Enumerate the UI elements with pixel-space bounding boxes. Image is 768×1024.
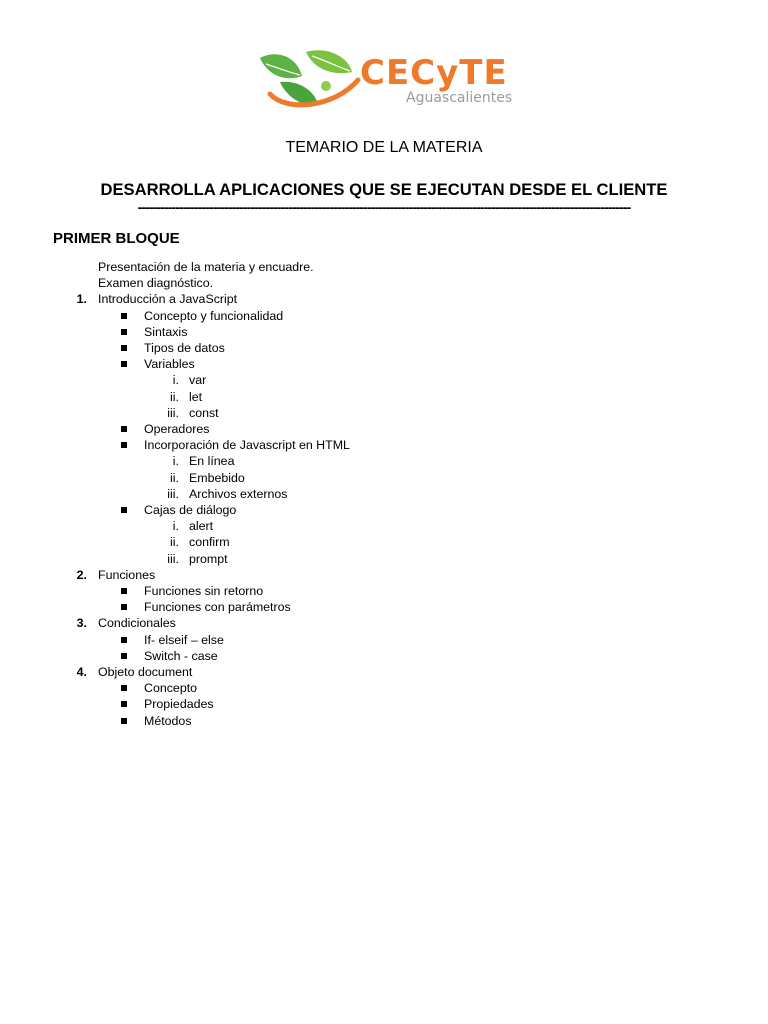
square-bullet-icon xyxy=(121,313,127,319)
topic-item: Métodos xyxy=(144,713,192,728)
unit-number: 1. xyxy=(76,292,87,307)
cecyte-logo xyxy=(256,46,518,116)
square-bullet-icon xyxy=(121,637,127,643)
unit-number: 4. xyxy=(76,665,87,679)
unit-title: Introducción a JavaScript xyxy=(98,292,238,307)
square-bullet-icon xyxy=(121,329,127,335)
unit-number: 2. xyxy=(76,567,87,582)
subtopic-item: En línea xyxy=(189,454,235,469)
topic-item: Sintaxis xyxy=(144,324,188,339)
subtopic-numeral: iii. xyxy=(167,551,179,566)
logo-subtitle: Aguascalientes xyxy=(406,90,513,106)
subtopic-numeral: i. xyxy=(172,373,179,388)
topic-item: Concepto xyxy=(144,681,198,696)
topic-item: Tipos de datos xyxy=(144,341,225,355)
topic-item: Variables xyxy=(144,357,195,372)
subtopic-numeral: ii. xyxy=(170,535,179,550)
subtopic-numeral: i. xyxy=(172,454,179,469)
subtopic-item: Embebido xyxy=(189,470,245,485)
unit-title: Condicionales xyxy=(98,616,176,631)
square-bullet-icon xyxy=(121,685,127,691)
square-bullet-icon xyxy=(121,345,127,351)
document-title: TEMARIO DE LA MATERIA xyxy=(285,139,483,156)
square-bullet-icon xyxy=(121,426,127,432)
topic-item: Funciones sin retorno xyxy=(144,584,264,598)
subtopic-numeral: i. xyxy=(172,519,179,534)
logo-wordmark: CECyTE xyxy=(360,53,508,93)
topic-item: Operadores xyxy=(144,422,210,436)
leaf-swoosh-icon xyxy=(256,46,366,116)
subtopic-item: alert xyxy=(189,519,214,534)
topic-item: If- elseif – else xyxy=(144,632,224,647)
topic-item: Funciones con parámetros xyxy=(144,600,291,615)
subtopic-item: prompt xyxy=(189,551,228,566)
subtopic-item: Archivos externos xyxy=(189,486,288,501)
subtopic-numeral: ii. xyxy=(170,470,179,485)
unit-title: Funciones xyxy=(98,567,156,582)
square-bullet-icon xyxy=(121,604,127,610)
unit-title: Objeto document xyxy=(98,665,193,679)
square-bullet-icon xyxy=(121,442,127,448)
topic-item: Cajas de diálogo xyxy=(144,503,237,517)
topic-item: Concepto y funcionalidad xyxy=(144,308,284,323)
square-bullet-icon xyxy=(121,361,127,367)
subtopic-numeral: iii. xyxy=(167,405,179,420)
subtopic-numeral: iii. xyxy=(167,486,179,501)
square-bullet-icon xyxy=(121,701,127,707)
square-bullet-icon xyxy=(121,507,127,513)
topic-item: Propiedades xyxy=(144,697,214,712)
unit-number: 3. xyxy=(76,616,87,631)
topic-item: Switch - case xyxy=(144,648,218,663)
block-heading: PRIMER BLOQUE xyxy=(53,230,180,247)
square-bullet-icon xyxy=(121,718,127,724)
dashed-divider: ----------------------------------------------------------------------------------------------------------------------------------- xyxy=(137,199,631,215)
subtopic-item: confirm xyxy=(189,535,230,550)
subtopic-item: let xyxy=(189,389,203,404)
square-bullet-icon xyxy=(121,653,127,659)
subject-title: DESARROLLA APLICACIONES QUE SE EJECUTAN DESDE EL CLIENTE xyxy=(100,180,668,199)
square-bullet-icon xyxy=(121,588,127,594)
intro-line: Examen diagnóstico. xyxy=(98,276,214,291)
subtopic-numeral: ii. xyxy=(170,389,179,404)
intro-line: Presentación de la materia y encuadre. xyxy=(98,260,314,274)
subtopic-item: var xyxy=(189,373,207,388)
subtopic-item: const xyxy=(189,405,219,420)
topic-item: Incorporación de Javascript en HTML xyxy=(144,438,350,453)
